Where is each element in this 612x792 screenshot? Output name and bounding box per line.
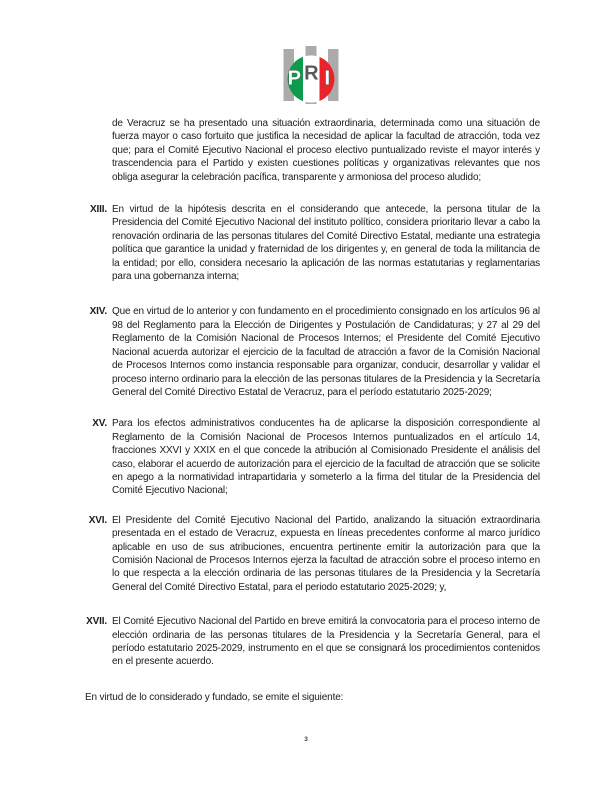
closing-paragraph: En virtud de lo considerado y fundado, se emite el siguiente: <box>85 691 344 703</box>
considerando-item-xiv <box>85 305 540 399</box>
considerando-item-xiii <box>85 203 540 283</box>
pri-logo <box>283 46 339 104</box>
item-number: XVII. <box>86 616 107 628</box>
item-text: En virtud de la hipótesis descrita en el considerando que antecede, la persona titular de la Presidencia del Comité Ejecutivo Nacional del instituto político, considera prioritario llevar a cabo la renovación ordinaria de las personas titulares del Comité Directivo Estatal, mediante una estrategia política que garantice la unidad y fraternidad de los dirigentes y, en general de toda la militancia de la entidad; por ello, considera necesario la aplicación de las normas estatutarias y reglamentarias para una gobernanza interna; <box>112 204 540 283</box>
item-number: XVI. <box>88 514 107 526</box>
item-text: El Presidente del Comité Ejecutivo Nacional del Partido, analizando la situación extraordinaria presentada en el estado de Veracruz, expuesta en líneas precedentes conforme al marco jurídico aplicable en uso de sus atribuciones, encuentra pertinente emitir la autorización para que la Comisión Nacional de Procesos Internos ejerza la facultad de atracción sobre el proceso interno en lo que respecta a la elección ordinaria de las personas titulares de la Presidencia y la Secretaría General del Comité Directivo Estatal, para el periodo estatutario 2025-2029; y, <box>112 514 540 593</box>
intro-paragraph: de Veracruz se ha presentado una situación extraordinaria, determinada como una situación de fuerza mayor o caso fortuito que justifica la necesidad de aplicar la facultad de atracción, toda vez que; para el Comité Ejecutivo Nacional el proceso electivo puntualizado reviste el mayor interés y trascendencia para el Partido y existen cuestiones políticas y organizativas relevantes que nos obliga asegurar la celebración pacífica, transparente y armoniosa del proceso aludido; <box>112 118 540 183</box>
item-text: Que en virtud de lo anterior y con fundamento en el procedimiento consignado en los artículos 96 al 98 del Reglamento para la Elección de Dirigentes y Postulación de Candidaturas; y 27 al 29 del Reglamento de la Comisión Nacional de Procesos Internos; el Presidente del Comité Ejecutivo Nacional acuerda autorizar el ejercicio de la facultad de atracción a favor de la Comisión Nacional de Procesos Internos como instancia responsable para organizar, conducir, desarrollar y validar el proceso interno ordinario para la elección de las personas titulares de la Presidencia y la Secretaría General del Comité Directivo Estatal de Veracruz, para el período estatutario 2025-2029; <box>112 306 540 398</box>
document-body <box>85 117 540 704</box>
page-number: 3 <box>304 736 308 743</box>
item-number: XIII. <box>89 204 107 216</box>
considerando-item-xvi <box>85 514 540 594</box>
item-text: El Comité Ejecutivo Nacional del Partido en breve emitirá la convocatoria para el proceso interno de elección ordinaria de las personas titulares de la Presidencia y la Secretaría General, para el período estatutario 2025-2029, instrumento en el que se consignará los procedimientos contenidos en el presente acuerdo. <box>112 616 540 668</box>
item-number: XIV. <box>89 306 107 318</box>
considerando-item-xv <box>85 417 540 497</box>
logo-letter-i: I <box>324 67 331 90</box>
logo-letter-r: R <box>304 62 319 85</box>
considerando-item-xvii <box>85 615 540 669</box>
pri-logo-graphic <box>283 46 339 104</box>
item-number: XV. <box>92 418 107 430</box>
item-text: Para los efectos administrativos conducentes ha de aplicarse la disposición correspondiente al Reglamento de la Comisión Nacional de Procesos Internos puntualizados en el artículo 14, fracciones XXVI y XXIX en el que concede la atribución al Comisionado Presidente el análisis del caso, elaborar el acuerdo de autorización para el ejercicio de la facultad de atracción que se solicite en apego a la normatividad intrapartidaria y someterlo a la firma del titular de la Presidencia del Comité Ejecutivo Nacional; <box>112 418 540 497</box>
logo-letter-p: P <box>287 67 301 90</box>
